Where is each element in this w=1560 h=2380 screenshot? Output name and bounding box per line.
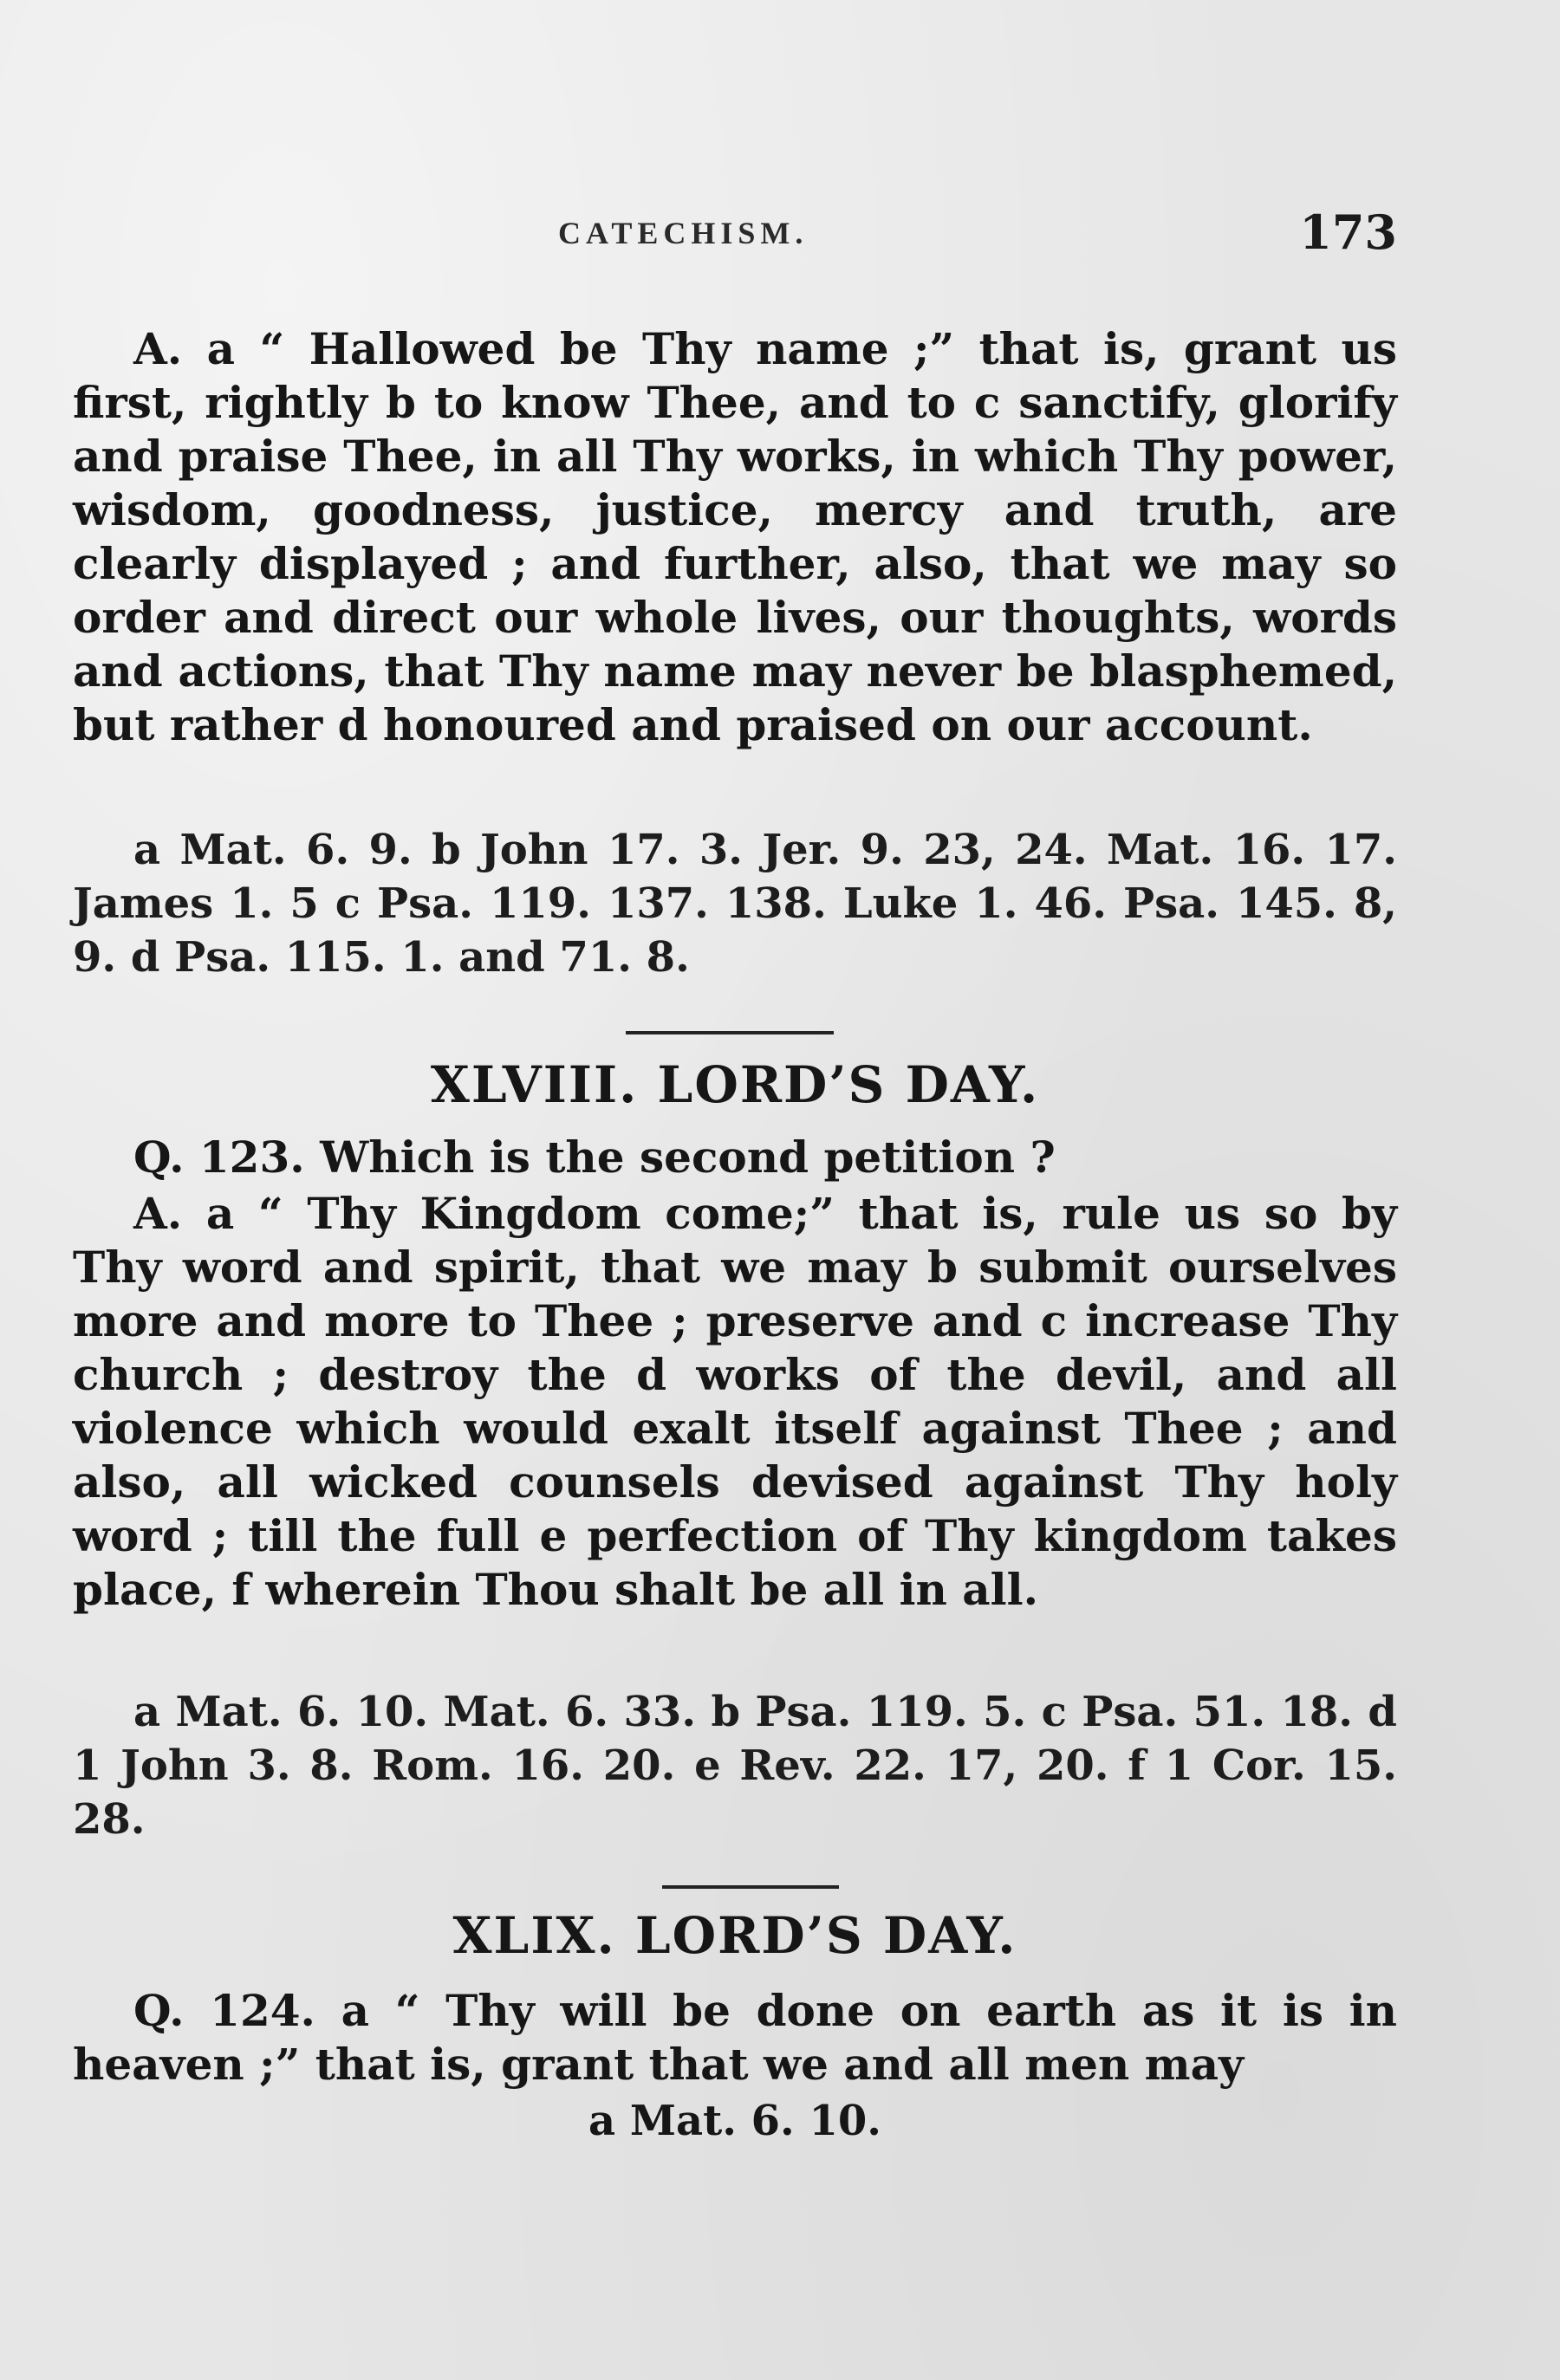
section-49-title: XLIX. LORD’S DAY. [452, 1906, 1017, 1965]
question-123: Q. 123. Which is the second petition ? [133, 1132, 1056, 1183]
answer-123-references: a Mat. 6. 10. Mat. 6. 33. b Psa. 119. 5. c Psa. 51. 18. d 1 John 3. 8. Rom. 16. 20. e Rev. 22. 17, 20. f 1 Cor. 15. 28. [73, 1688, 1397, 1844]
section-divider-rule [662, 1885, 839, 1889]
answer-122-text: A. a “ Hallowed be Thy name ;” that is, grant us first, rightly b to know Thee, and to c sanctify, glorify and praise Thee, in all Thy works, in which Thy power, wisdom, goodness, justice, mercy and truth, are clearly displayed ; and further, also, that we may so order and direct our whole lives, our thoughts, words and actions, that Thy name may never be blasphemed, but rather d honoured and praised on our account. [73, 323, 1397, 750]
footnote-reference: a Mat. 6. 10. [588, 2097, 881, 2145]
page-number: 173 [1299, 204, 1397, 260]
section-48-title: XLVIII. LORD’S DAY. [430, 1055, 1040, 1114]
running-head: CATECHISM. [558, 216, 809, 250]
section-divider-rule [626, 1031, 834, 1034]
answer-123-text: A. a “ Thy Kingdom come;” that is, rule us so by Thy word and spirit, that we may b submit ourselves more and more to Thee ; preserve and c increase Thy church ; destroy the d works of the devil, and all violence which would exalt itself against Thee ; and also, all wicked counsels devised against Thy holy word ; till the full e perfection of Thy kingdom takes place, f wherein Thou shalt be all in all. [73, 1188, 1397, 1615]
page-header [73, 204, 1397, 267]
question-124: Q. 124. a “ Thy will be done on earth as it is in heaven ;” that is, grant that we and all men may [73, 1985, 1397, 2090]
answer-122-references: a Mat. 6. 9. b John 17. 3. Jer. 9. 23, 24. Mat. 16. 17. James 1. 5 c Psa. 119. 137. 138. Luke 1. 46. Psa. 145. 8, 9. d Psa. 115. 1. and 71. 8. [73, 826, 1397, 982]
